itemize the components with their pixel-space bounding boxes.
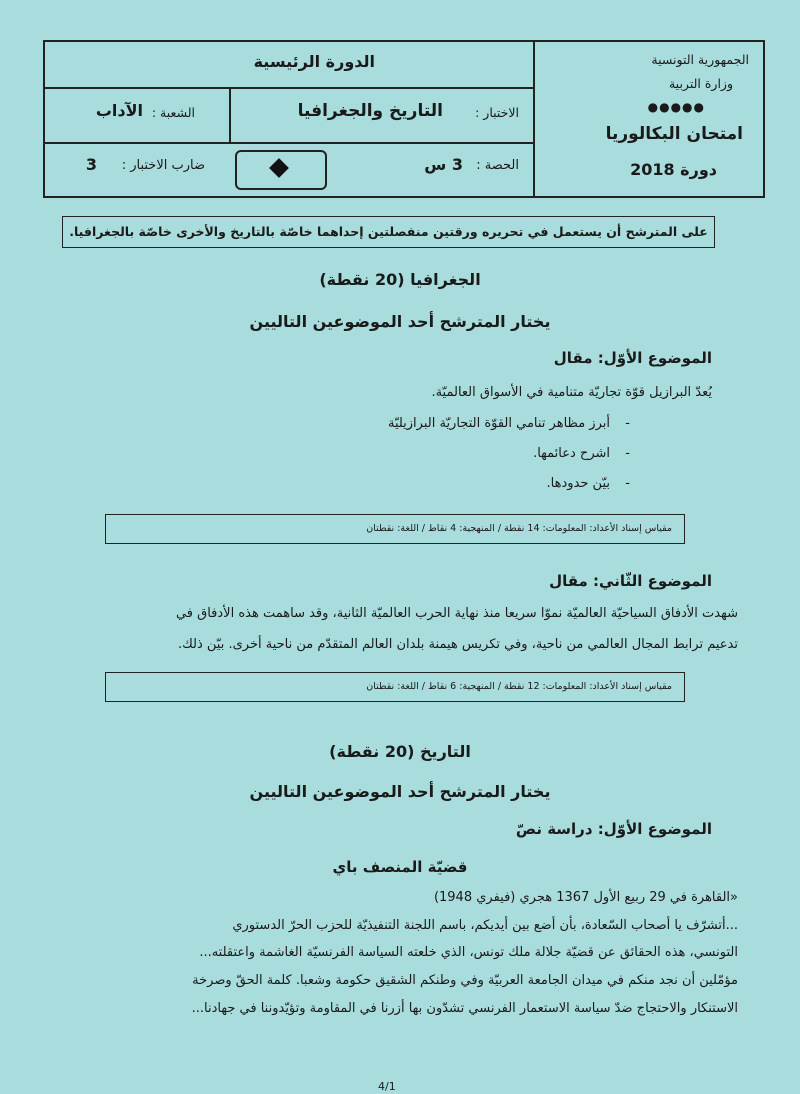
geo-topic1-criteria: مقياس إسناد الأعداد: المعلومات: 14 نقطة / المنهجية: 4 نقاط / اللغة: نقطتان	[105, 514, 685, 544]
diamond-icon	[269, 158, 289, 178]
duration-value: 3 س	[424, 155, 463, 174]
branch-value: الآداب	[95, 101, 143, 120]
geo-topic1-bullet-2: اشرح دعائمها.	[533, 446, 610, 461]
header-row-session	[45, 42, 535, 89]
geo-topic1-intro: يُعدّ البرازيل قوّة تجاريّة متنامية في الأسواق العالميّة.	[431, 385, 712, 400]
main-session-label: الدورة الرئيسية	[253, 52, 375, 71]
bullet-dash: -	[625, 476, 630, 491]
bullet-dash: -	[625, 416, 630, 431]
coefficient-value: 3	[85, 155, 97, 174]
geo-topic1-bullet-1: أبرز مظاهر تنامي القوّة التجاريّة البرازيليّة	[387, 416, 610, 431]
subject-value: التاريخ والجغرافيا	[297, 101, 443, 121]
hist-text-line-4: الاستنكار والاحتجاج ضدّ سياسة الاستعمار الفرنسي تشدّون بها أزرنا في المقاومة وتؤيّدوننا في جهادنا...	[191, 1001, 738, 1016]
session-year: دورة 2018	[630, 160, 717, 179]
header-institution	[533, 42, 763, 196]
geo-topic2-line1: شهدت الأدفاق السياحيّة العالميّة نموّا سريعا منذ نهاية الحرب العالميّة الثانية، وقد ساهمت هذه الأدفاق في	[175, 606, 738, 621]
geo-topic1-bullet-3: بيّن حدودها.	[546, 476, 610, 491]
duration-label: الحصة :	[476, 158, 519, 173]
geography-instruction: يختار المترشح أحد الموضوعين التاليين	[249, 312, 551, 331]
instructions-notice: على المترشح أن يستعمل في تحريره ورقتين منفصلتين إحداهما خاصّة بالتاريخ والأخرى خاصّة بالجغرافيا.	[62, 216, 715, 248]
ministry-label: وزارة التربية	[668, 76, 733, 91]
exam-label: امتحان البكالوريا	[605, 124, 743, 144]
session-code-box	[235, 150, 327, 190]
history-title: التاريخ (20 نقطة)	[329, 742, 471, 761]
geo-topic1-title: الموضوع الأوّل: مقال	[553, 349, 712, 367]
subject-label: الاختبار :	[475, 105, 519, 120]
geo-topic2-criteria: مقياس إسناد الأعداد: المعلومات: 12 نقطة / المنهجية: 6 نقاط / اللغة: نقطتان	[105, 672, 685, 702]
hist-text-title: قضيّة المنصف باي	[332, 858, 468, 876]
republic-label: الجمهورية التونسية	[651, 52, 749, 67]
hist-text-line-1: ...أتشرّف يا أصحاب السّعادة، بأن أضع بين أيديكم، باسم اللجنة التنفيذيّة للحزب الحرّ الدستوري	[232, 918, 738, 933]
hist-text-line-2: التونسي، هذه الحقائق عن قضيّة جلالة ملك تونس، الذي خلعته السياسة الفرنسيّة الغاشمة واعتقلته...	[199, 945, 738, 960]
page-number: 4/1	[378, 1080, 396, 1093]
row-divider	[229, 87, 231, 142]
exam-header	[43, 40, 765, 198]
hist-topic1-title: الموضوع الأوّل: دراسة نصّ	[515, 820, 712, 838]
hist-text-date: «القاهرة في 29 ربيع الأول 1367 هجري (فيفري 1948)	[433, 890, 738, 905]
header-row-duration	[45, 142, 535, 196]
coefficient-label: ضارب الاختبار :	[121, 158, 205, 173]
geography-title: الجغرافيا (20 نقطة)	[319, 270, 481, 289]
history-instruction: يختار المترشح أحد الموضوعين التاليين	[249, 782, 551, 801]
bullet-dash: -	[625, 446, 630, 461]
geo-topic2-line2: تدعيم ترابط المجال العالمي من ناحية، وفي تكريس هيمنة بلدان العالم المتقدّم من ناحية أخرى. بيّن ذلك.	[177, 637, 738, 652]
geo-topic2-title: الموضوع الثّاني: مقال	[549, 572, 712, 590]
stars-ornament: ●●●●●	[647, 100, 705, 114]
header-row-subject	[45, 87, 535, 144]
hist-text-line-3: مؤمّلين أن نجد منكم في ميدان الجامعة العربيّة وفي وطنكم الشقيق حكومة وشعبا. كلمة الحقّ وصرخة	[192, 973, 738, 988]
branch-label: الشعبة :	[151, 105, 195, 120]
